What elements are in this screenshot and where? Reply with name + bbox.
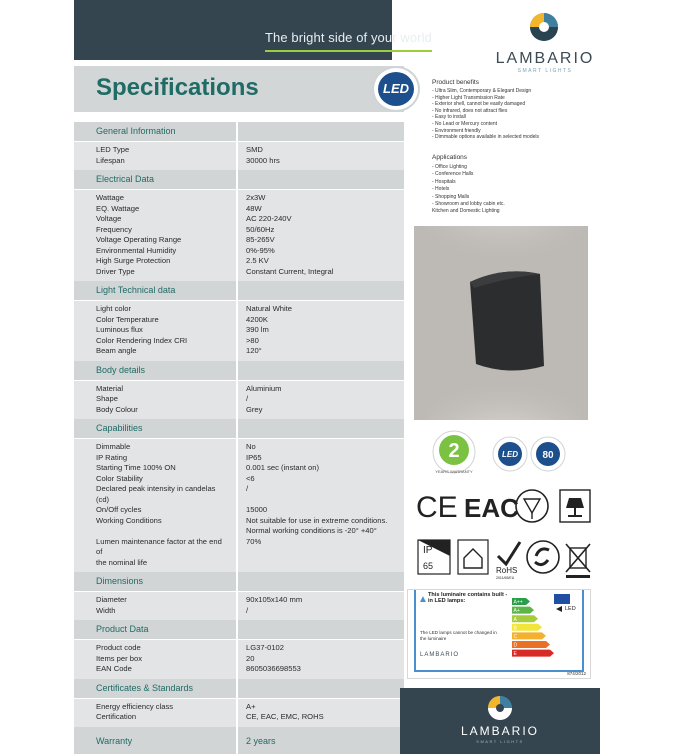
spec-key: Items per box [96, 653, 143, 663]
warranty-row [74, 727, 404, 754]
spec-value: 90x105x140 mm [246, 595, 303, 604]
section-title: Certificates & Standards [96, 682, 194, 693]
benefit-item: - Dimmable options available in selected models [432, 134, 539, 141]
spec-key: High Surge Protection [96, 256, 171, 265]
energy-class-label: A [513, 616, 517, 623]
specs-title-bar [74, 66, 404, 112]
spec-row [74, 712, 404, 723]
ip-num: 65 [423, 561, 434, 571]
spec-value: IP65 [246, 452, 262, 462]
led-round-icon [493, 437, 527, 471]
spec-value: A+ [246, 701, 256, 711]
spec-row [74, 193, 404, 204]
section-header [74, 620, 404, 640]
spec-key: Declared peak intensity in candelas (cd) [96, 484, 216, 504]
spec-key: Voltage [96, 214, 122, 223]
section-title: Electrical Data [96, 174, 155, 184]
spec-value: Not suitable for use in extreme conditions. [246, 515, 388, 525]
spec-row [74, 214, 404, 225]
tagline-underline [265, 50, 432, 52]
section-body [74, 301, 404, 361]
energy-class-label: C [513, 634, 518, 640]
ip-rating-icon [418, 540, 450, 574]
spec-row [74, 405, 404, 416]
spec-row [74, 267, 404, 278]
application-item: - Conference Halls [432, 171, 474, 178]
energy-note: The LED lamps cannot be changed in the luminaire [420, 630, 497, 641]
spec-row [74, 606, 404, 617]
spec-key: the nominal life [96, 557, 148, 567]
section-body [74, 640, 404, 679]
footer-sub: SMART LIGHTS [476, 739, 524, 744]
spec-key: On/Off cycles [96, 505, 142, 514]
cert-icons-row-1 [414, 485, 594, 529]
spec-value: 0.001 sec (instant on) [246, 463, 320, 472]
application-item: - Showroom and lobby cabin etc. [432, 201, 505, 208]
section-body [74, 381, 404, 420]
spec-value: 4200K [246, 314, 268, 324]
section-header [74, 170, 404, 190]
spec-row [74, 304, 404, 315]
brand-logo [475, 10, 615, 72]
spec-row [74, 558, 404, 569]
section-body [74, 592, 404, 620]
indoor-house-icon [458, 540, 488, 574]
spec-row [74, 654, 404, 665]
section-header [74, 281, 404, 301]
spec-row [74, 702, 404, 713]
spec-row [74, 526, 404, 537]
application-item: - Hospitals [432, 178, 456, 185]
warranty-key: Warranty [96, 735, 133, 746]
spec-key: Width [96, 605, 116, 615]
energy-class-label: A+ [513, 608, 520, 615]
spec-key: IP Rating [96, 452, 128, 462]
logo-mark-icon [513, 10, 575, 48]
section-title: Product Data [96, 624, 149, 634]
spec-value: 15000 [246, 505, 268, 514]
spec-row [74, 516, 404, 527]
spec-value: No [246, 442, 256, 451]
energy-class-bar [512, 641, 550, 648]
spec-key: Starting Time 100% ON [96, 463, 176, 472]
application-item: - Shopping Malls [432, 193, 470, 200]
footer-bar [400, 688, 600, 754]
recycle-icon [527, 541, 559, 573]
section-body [74, 699, 404, 727]
spec-key: Working Conditions [96, 515, 162, 525]
spec-row [74, 664, 404, 675]
spec-value: CE, EAC, EMC, ROHS [246, 712, 324, 721]
spec-value: 20 [246, 653, 255, 663]
energy-class-label: E [513, 651, 517, 658]
footer-logo-icon [486, 694, 514, 722]
energy-text: This luminaire contains built - in LED lamps: [428, 592, 508, 605]
spec-table [74, 122, 404, 754]
spec-key: EAN Code [96, 664, 132, 673]
energy-class-label: A++ [513, 599, 523, 606]
spec-key: Dimmable [96, 442, 131, 451]
section-header [74, 361, 404, 381]
section-title: Light Technical data [96, 285, 176, 295]
section-header [74, 572, 404, 592]
spec-key: Lumen maintenance factor at the end of [96, 536, 222, 556]
ce-mark-icon: CE [416, 491, 458, 524]
spec-value: Natural White [246, 304, 293, 313]
section-title: Dimensions [96, 576, 144, 586]
spec-value: Constant Current, Integral [246, 266, 334, 276]
application-item: - Office Lighting [432, 164, 467, 170]
spec-row [74, 463, 404, 474]
spec-row [74, 246, 404, 257]
spec-row [74, 537, 404, 558]
benefit-item: - Exterior shell, cannot be easily damaged [432, 101, 526, 108]
rohs-sub: 2011/65/EU [496, 576, 515, 580]
cri-badge-icon [531, 437, 565, 471]
led-badge-label: LED [378, 72, 414, 106]
section-title: Body details [96, 364, 146, 375]
spec-key: Luminous flux [96, 325, 143, 334]
brand-sub: SMART LIGHTS [517, 68, 573, 74]
rohs-icon [496, 542, 520, 580]
led-round-label: LED [502, 450, 518, 459]
feature-badges [432, 428, 602, 480]
energy-scale [512, 598, 564, 660]
spec-row [74, 235, 404, 246]
section-title: General Information [96, 126, 176, 136]
spec-key: Material [96, 383, 124, 393]
applications [432, 154, 632, 216]
spec-row [74, 336, 404, 347]
section-header [74, 679, 404, 699]
table-lamp-icon: ▲ [418, 594, 428, 605]
benefits-title: Product benefits [432, 79, 479, 86]
application-item: - Hotels [432, 186, 450, 193]
spec-row [74, 256, 404, 267]
spec-value: 85-265V [246, 235, 275, 244]
section-header [74, 122, 404, 142]
spec-row [74, 453, 404, 464]
spec-key: Beam angle [96, 346, 137, 355]
footer-brand: LAMBARIO [460, 724, 539, 738]
spec-value: LG37-0102 [246, 643, 284, 652]
spec-row [74, 484, 404, 505]
lamp-photo-icon [414, 226, 588, 420]
spec-row [74, 442, 404, 453]
spec-value: 8605036698553 [246, 664, 301, 673]
energy-class-label: B [513, 625, 517, 632]
spec-value: / [246, 605, 249, 615]
eac-mark-icon: EAC [464, 493, 519, 523]
spec-row [74, 474, 404, 485]
spec-value: 120° [246, 346, 262, 355]
spec-value: 390 lm [246, 325, 269, 334]
benefit-item: - No infrared, does not attract flies [432, 107, 508, 114]
warranty-label: YEARS WARRANTY [435, 469, 473, 474]
spec-key: Environmental Humidity [96, 245, 177, 255]
spec-key: Wattage [96, 193, 124, 202]
spec-row [74, 394, 404, 405]
spec-key: Energy efficiency class [96, 701, 174, 711]
spec-value: 50/60Hz [246, 224, 275, 234]
energy-class-marker [556, 606, 562, 612]
benefit-item: - Ultra Slim, Contemporary & Elegant Design [432, 88, 532, 94]
benefit-item: - Environment friendly [432, 127, 481, 134]
section-title: Capabilities [96, 423, 143, 433]
tagline: The bright side of your world [265, 30, 432, 45]
brand-name: LAMBARIO [495, 50, 595, 67]
spec-value [224, 558, 246, 569]
spec-value: AC 220-240V [246, 214, 292, 223]
spec-key: Frequency [96, 224, 132, 234]
energy-label [407, 589, 591, 679]
spec-value: Normal working conditions is -20° +40° [246, 526, 377, 535]
product-benefits [432, 79, 632, 141]
spec-row [74, 225, 404, 236]
spec-value: / [246, 484, 249, 493]
spec-row [74, 346, 404, 357]
spec-value: 0%-95% [246, 245, 275, 255]
spec-row [74, 145, 404, 156]
lamp-bulb-icon [516, 490, 548, 522]
ceiling-lamp-icon [560, 490, 590, 522]
warranty-value: 2 years [246, 735, 276, 746]
spec-key: Color Stability [96, 473, 143, 483]
spec-key: Diameter [96, 595, 127, 604]
spec-key: Driver Type [96, 266, 135, 276]
application-item: Kitchen and Domestic Lighting [432, 208, 500, 215]
spec-value: 30000 hrs [246, 155, 280, 165]
benefit-item: - Easy to install [432, 114, 466, 121]
benefit-item: - Higher Light Transmission Rate [432, 94, 505, 101]
section-body [74, 439, 404, 572]
cert-icons-row-2 [414, 536, 594, 580]
spec-value: / [246, 394, 249, 403]
spec-row [74, 595, 404, 606]
spec-value: 2x3W [246, 193, 266, 202]
energy-led-vertical: LED [565, 606, 576, 612]
spec-value: SMD [246, 145, 263, 154]
spec-row [74, 204, 404, 215]
spec-row [74, 384, 404, 395]
spec-row [74, 156, 404, 167]
product-photo [414, 226, 588, 420]
energy-class-bar [512, 650, 554, 657]
weee-bin-icon [566, 544, 590, 578]
energy-frame [414, 590, 584, 672]
energy-brand: LAMBARIO [420, 652, 460, 658]
led-badge [372, 66, 420, 112]
spec-key: EQ. Wattage [96, 203, 140, 213]
warranty-num: 2 [448, 440, 460, 462]
applications-title: Applications [432, 154, 468, 161]
benefit-item: - No Lead or Mercury content [432, 120, 498, 127]
rohs-label: RoHS [496, 566, 518, 575]
spec-key: Product code [96, 643, 141, 652]
cri-num: 80 [542, 450, 554, 461]
spec-key: Shape [96, 394, 118, 403]
spec-row [74, 505, 404, 516]
spec-key: Lifespan [96, 155, 125, 165]
spec-value: 2.5 KV [246, 256, 269, 265]
spec-value: 70% [246, 536, 262, 546]
spec-key: Color Temperature [96, 314, 159, 324]
spec-value: Grey [246, 404, 263, 414]
ip-label: IP [423, 545, 433, 556]
spec-key: LED Type [96, 145, 130, 154]
spec-row [74, 325, 404, 336]
spec-key: Voltage Operating Range [96, 235, 182, 244]
section-body [74, 142, 404, 170]
warranty-badge-icon [433, 431, 475, 474]
spec-key: Certification [96, 712, 137, 721]
energy-code: 874/2012 [567, 671, 586, 676]
spec-key [74, 526, 224, 537]
spec-value: <6 [246, 473, 255, 483]
section-body [74, 190, 404, 281]
spec-row [74, 315, 404, 326]
section-header [74, 419, 404, 439]
spec-key: Color Rendering Index CRI [96, 335, 188, 345]
spec-value: Aluminium [246, 383, 282, 393]
page-title: Specifications [96, 74, 259, 101]
spec-key: Light color [96, 304, 132, 313]
spec-row [74, 643, 404, 654]
energy-class-label: D [513, 642, 518, 649]
spec-value: >80 [246, 335, 259, 345]
spec-value: 48W [246, 203, 262, 213]
spec-key: Body Colour [96, 404, 138, 414]
